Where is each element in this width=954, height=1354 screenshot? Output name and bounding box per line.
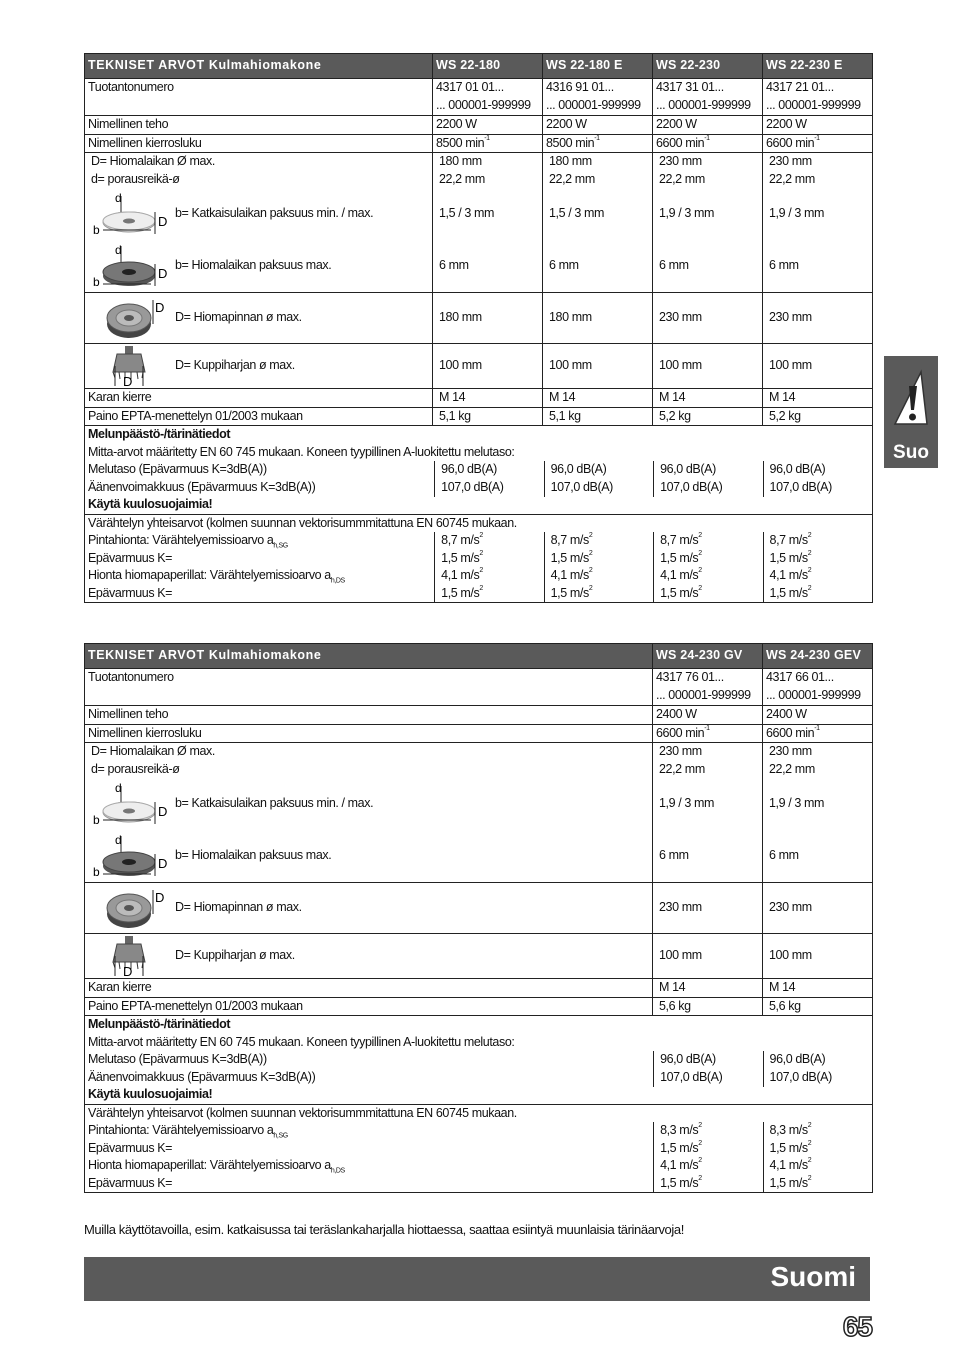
- power-value: 2200 W: [653, 116, 763, 135]
- serial-range: ... 000001-999999: [656, 98, 751, 112]
- speed-value: 8500 min: [546, 135, 595, 150]
- unit-exponent: 2: [698, 1122, 702, 1129]
- product-number: 4317 76 01...: [656, 670, 724, 684]
- disc-diameter-value: 230 mm: [769, 154, 812, 168]
- unit-exponent: 2: [698, 532, 702, 539]
- vibration-row: [85, 514, 873, 603]
- power-value: 2200 W: [433, 116, 543, 135]
- row-label: Paino EPTA-menettelyn 01/2003 mukaan: [85, 997, 653, 1016]
- disc-diameter-label: D= Hiomalaikan Ø max.: [91, 744, 215, 758]
- spec-table-1: [84, 53, 872, 603]
- power-value: 2200 W: [543, 116, 653, 135]
- page-number: 65: [842, 1311, 872, 1342]
- uncertainty-label: Epävarmuus K=: [88, 550, 173, 565]
- small-d-letter: d: [115, 833, 122, 847]
- sanding-vibration-value: 4,1 m/s: [441, 568, 480, 582]
- product-number-row: [85, 79, 873, 116]
- sanding-diameter-value: 180 mm: [433, 293, 543, 344]
- cupbrush-diameter-value: 100 mm: [543, 344, 653, 389]
- uncertainty-label: Epävarmuus K=: [88, 1140, 173, 1155]
- surface-uncertainty-value: 1,5 m/s: [769, 1140, 808, 1155]
- cutting-disc-icon: [91, 190, 167, 238]
- warning-triangle-icon: [891, 366, 931, 430]
- sanding-uncertainty-value: 1,5 m/s: [660, 585, 699, 600]
- bore-value: 22,2 mm: [659, 761, 705, 776]
- row-label: Karan kierre: [85, 979, 653, 998]
- cutting-thickness-label: b= Katkaisulaikan paksuus min. / max.: [175, 796, 374, 811]
- bore-label: d= porausreikä-ø: [91, 761, 180, 776]
- disc-row: [85, 153, 873, 293]
- weight-value: 5,2 kg: [763, 407, 873, 426]
- b-letter: b: [93, 813, 100, 827]
- product-number: 4317 01 01...: [436, 80, 504, 94]
- model-name: WS 24-230 GV: [653, 644, 763, 669]
- vibration-note: Muilla käyttötavoilla, esim. katkaisussa tai teräslankaharjalla hiottaessa, saattaa esiintyä muunlaisia tärinäarvoja!: [84, 1222, 684, 1237]
- big-D-letter: D: [158, 856, 167, 871]
- row-label: Nimellinen teho: [85, 116, 433, 135]
- speed-row: [85, 134, 873, 153]
- sanding-diameter-label: D= Hiomapinnan ø max.: [175, 310, 302, 325]
- sanding-vibration-value: 4,1 m/s: [769, 568, 808, 582]
- model-name: WS 22-230: [653, 54, 763, 79]
- grinding-thickness-value: 6 mm: [769, 258, 799, 273]
- sanding-diameter-value: 230 mm: [653, 883, 763, 934]
- grinding-thickness-label: b= Hiomalaikan paksuus max.: [175, 258, 332, 273]
- thread-value: M 14: [433, 389, 543, 408]
- cupbrush-diameter-value: 100 mm: [653, 344, 763, 389]
- noise-title: Melunpäästö-/tärinätiedot: [88, 427, 231, 441]
- sanding-vibration-value: 4,1 m/s: [660, 1158, 699, 1172]
- speed-value: 6600 min: [766, 725, 815, 740]
- sanding-vibration-value: 4,1 m/s: [550, 568, 589, 582]
- model-name: WS 22-230 E: [763, 54, 873, 79]
- unit-exponent: 2: [588, 567, 593, 574]
- surface-vibration-value: 8,7 m/s: [441, 533, 480, 547]
- unit-exponent: 2: [698, 1174, 702, 1182]
- sanding-subscript: h,DS: [330, 577, 345, 585]
- noise-intro: Mitta-arvot määritetty EN 60 745 mukaan. Koneen tyypillinen A-luokitettu melutaso:: [88, 1034, 515, 1049]
- disc-diameter-label: D= Hiomalaikan Ø max.: [91, 154, 215, 168]
- surface-uncertainty-value: 1,5 m/s: [550, 550, 589, 565]
- footer-language-bar: [84, 1257, 870, 1301]
- header-row: [85, 54, 873, 79]
- speed-exponent: -1: [594, 134, 600, 142]
- table1: [84, 53, 873, 603]
- unit-exponent: 2: [698, 1139, 702, 1147]
- surface-vibration-value: 8,3 m/s: [660, 1123, 699, 1137]
- cup-brush-icon: [91, 344, 167, 388]
- cutting-thickness-value: 1,9 / 3 mm: [659, 796, 715, 811]
- sanding-pad-icon: [91, 294, 167, 342]
- big-D-letter: D: [123, 374, 132, 388]
- big-D-letter: D: [158, 214, 167, 229]
- unit-exponent: 2: [807, 567, 812, 574]
- weight-row: [85, 997, 873, 1016]
- noise-level-value: 96,0 dB(A): [769, 1052, 826, 1066]
- noise-level-value: 96,0 dB(A): [769, 462, 826, 476]
- sanding-vibration-label: Hionta hiomapaperillat: Värähtelyemissioarvo a: [88, 568, 331, 582]
- header-row: [85, 644, 873, 669]
- table-title: TEKNISET ARVOT Kulmahiomakone: [85, 54, 433, 79]
- bore-label: d= porausreikä-ø: [91, 171, 180, 186]
- hearing-warning: Käytä kuulosuojaimia!: [88, 1087, 213, 1101]
- speed-value: 8500 min: [436, 135, 485, 150]
- surface-vibration-label: Pintahionta: Värähtelyemissioarvo a: [88, 533, 274, 547]
- speed-exponent: -1: [704, 134, 710, 142]
- noise-level-label: Melutaso (Epävarmuus K=3dB(A)): [88, 1052, 267, 1066]
- surface-uncertainty-value: 1,5 m/s: [660, 1140, 699, 1155]
- cupbrush-diameter-value: 100 mm: [653, 934, 763, 979]
- unit-exponent: 2: [698, 567, 702, 574]
- cutting-disc-icon: [91, 780, 167, 828]
- speed-value: 6600 min: [656, 725, 705, 740]
- unit-exponent: 2: [807, 1122, 812, 1129]
- noise-power-label: Äänenvoimakkuus (Epävarmuus K=3dB(A)): [88, 1069, 316, 1084]
- speed-exponent: -1: [484, 134, 490, 142]
- sanding-vibration-label: Hionta hiomapaperillat: Värähtelyemissioarvo a: [88, 1158, 331, 1172]
- sanding-diameter-value: 230 mm: [653, 293, 763, 344]
- cutting-thickness-value: 1,9 / 3 mm: [769, 206, 825, 221]
- power-row: [85, 116, 873, 135]
- sanding-pad-icon: [91, 884, 167, 932]
- disc-diameter-value: 230 mm: [659, 744, 702, 758]
- hearing-warning: Käytä kuulosuojaimia!: [88, 497, 213, 511]
- serial-range: ... 000001-999999: [436, 98, 531, 112]
- sanding-uncertainty-value: 1,5 m/s: [660, 1175, 699, 1190]
- cupbrush-diameter-value: 100 mm: [433, 344, 543, 389]
- sanding-diameter-value: 230 mm: [763, 883, 873, 934]
- thread-row: [85, 389, 873, 408]
- thread-row: [85, 979, 873, 998]
- product-number: 4316 91 01...: [546, 80, 614, 94]
- big-D-letter: D: [158, 804, 167, 819]
- sanding-vibration-value: 4,1 m/s: [660, 568, 699, 582]
- unit-exponent: 2: [479, 532, 483, 539]
- bore-value: 22,2 mm: [769, 171, 815, 186]
- unit-exponent: 2: [479, 549, 483, 557]
- unit-exponent: 2: [807, 1174, 812, 1182]
- speed-value: 6600 min: [766, 135, 815, 150]
- cutting-thickness-value: 1,9 / 3 mm: [659, 206, 715, 221]
- big-D-letter: D: [158, 266, 167, 281]
- vibration-intro: Värähtelyn yhteisarvot (kolmen suunnan vektorisummmitattuna EN 60745 mukaan.: [88, 1105, 517, 1120]
- product-number: 4317 31 01...: [656, 80, 724, 94]
- noise-power-value: 107,0 dB(A): [441, 479, 504, 494]
- uncertainty-label: Epävarmuus K=: [88, 1175, 173, 1190]
- grinding-thickness-value: 6 mm: [659, 258, 689, 273]
- surface-vibration-value: 8,7 m/s: [550, 533, 589, 547]
- sanding-row: [85, 883, 873, 934]
- cutting-thickness-value: 1,5 / 3 mm: [549, 206, 605, 221]
- noise-power-value: 107,0 dB(A): [550, 479, 613, 494]
- sanding-diameter-value: 230 mm: [763, 293, 873, 344]
- big-D-letter: D: [123, 964, 132, 978]
- surface-vibration-label: Pintahionta: Värähtelyemissioarvo a: [88, 1123, 274, 1137]
- cupbrush-diameter-label: D= Kuppiharjan ø max.: [175, 358, 295, 373]
- cutting-thickness-value: 1,9 / 3 mm: [769, 796, 825, 811]
- cupbrush-row: [85, 934, 873, 979]
- row-label: Karan kierre: [85, 389, 433, 408]
- weight-row: [85, 407, 873, 426]
- grinding-thickness-label: b= Hiomalaikan paksuus max.: [175, 848, 332, 863]
- cutting-thickness-value: 1,5 / 3 mm: [439, 206, 495, 221]
- surface-uncertainty-value: 1,5 m/s: [441, 550, 480, 565]
- row-label: Tuotantonumero: [85, 79, 433, 116]
- power-value: 2400 W: [653, 706, 763, 725]
- speed-exponent: -1: [704, 724, 710, 732]
- sanding-diameter-label: D= Hiomapinnan ø max.: [175, 900, 302, 915]
- row-label: Nimellinen teho: [85, 706, 653, 725]
- sanding-uncertainty-value: 1,5 m/s: [769, 1175, 808, 1190]
- speed-exponent: -1: [814, 724, 820, 732]
- noise-power-value: 107,0 dB(A): [660, 1069, 723, 1084]
- bore-value: 22,2 mm: [549, 171, 595, 186]
- noise-level-value: 96,0 dB(A): [660, 462, 716, 476]
- bore-value: 22,2 mm: [439, 171, 485, 186]
- unit-exponent: 2: [807, 1139, 812, 1147]
- weight-value: 5,1 kg: [543, 407, 653, 426]
- noise-level-value: 96,0 dB(A): [550, 462, 607, 476]
- speed-value: 6600 min: [656, 135, 705, 150]
- small-d-letter: d: [115, 781, 122, 795]
- thread-value: M 14: [543, 389, 653, 408]
- uncertainty-label: Epävarmuus K=: [88, 585, 173, 600]
- disc-diameter-value: 180 mm: [549, 154, 592, 168]
- speed-exponent: -1: [814, 134, 820, 142]
- b-letter: b: [93, 275, 100, 289]
- b-letter: b: [93, 865, 100, 879]
- unit-exponent: 2: [807, 584, 812, 592]
- side-language-tab: [884, 356, 938, 468]
- bore-value: 22,2 mm: [659, 171, 705, 186]
- sanding-vibration-value: 4,1 m/s: [769, 1158, 808, 1172]
- unit-exponent: 2: [807, 1157, 812, 1164]
- unit-exponent: 2: [698, 1157, 702, 1164]
- unit-exponent: 2: [479, 584, 483, 592]
- grinding-disc-icon: [91, 832, 167, 880]
- weight-value: 5,1 kg: [433, 407, 543, 426]
- model-name: WS 22-180: [433, 54, 543, 79]
- cupbrush-diameter-value: 100 mm: [763, 344, 873, 389]
- product-number-row: [85, 669, 873, 706]
- noise-power-value: 107,0 dB(A): [660, 479, 723, 494]
- serial-range: ... 000001-999999: [766, 98, 861, 112]
- weight-value: 5,6 kg: [763, 997, 873, 1016]
- sanding-diameter-value: 180 mm: [543, 293, 653, 344]
- product-number: 4317 21 01...: [766, 80, 834, 94]
- sanding-row: [85, 293, 873, 344]
- noise-power-label: Äänenvoimakkuus (Epävarmuus K=3dB(A)): [88, 479, 316, 494]
- cutting-thickness-label: b= Katkaisulaikan paksuus min. / max.: [175, 206, 374, 221]
- power-value: 2200 W: [763, 116, 873, 135]
- grinding-thickness-value: 6 mm: [659, 848, 689, 863]
- grinding-thickness-value: 6 mm: [549, 258, 579, 273]
- b-letter: b: [93, 223, 100, 237]
- unit-exponent: 2: [807, 549, 812, 557]
- grinding-thickness-value: 6 mm: [769, 848, 799, 863]
- surface-vibration-value: 8,7 m/s: [660, 533, 699, 547]
- product-number: 4317 66 01...: [766, 670, 834, 684]
- unit-exponent: 2: [479, 567, 483, 574]
- grinding-disc-icon: [91, 242, 167, 290]
- surface-uncertainty-value: 1,5 m/s: [660, 550, 699, 565]
- vibration-intro: Värähtelyn yhteisarvot (kolmen suunnan vektorisummmitattuna EN 60745 mukaan.: [88, 515, 517, 530]
- sanding-uncertainty-value: 1,5 m/s: [441, 585, 480, 600]
- unit-exponent: 2: [698, 549, 702, 557]
- noise-level-label: Melutaso (Epävarmuus K=3dB(A)): [88, 462, 267, 476]
- side-tab-label: Suo: [893, 442, 929, 463]
- serial-range: ... 000001-999999: [656, 688, 751, 702]
- small-d-letter: d: [115, 191, 122, 205]
- noise-power-value: 107,0 dB(A): [769, 479, 832, 494]
- row-label: Paino EPTA-menettelyn 01/2003 mukaan: [85, 407, 433, 426]
- disc-diameter-value: 230 mm: [659, 154, 702, 168]
- vibration-row: [85, 1104, 873, 1193]
- cupbrush-diameter-label: D= Kuppiharjan ø max.: [175, 948, 295, 963]
- small-d-letter: d: [115, 243, 122, 257]
- serial-range: ... 000001-999999: [546, 98, 641, 112]
- unit-exponent: 2: [588, 584, 593, 592]
- noise-row: [85, 1016, 873, 1105]
- surface-vibration-value: 8,3 m/s: [769, 1123, 808, 1137]
- spec-table-2: [84, 643, 872, 1193]
- noise-intro: Mitta-arvot määritetty EN 60 745 mukaan. Koneen tyypillinen A-luokitettu melutaso:: [88, 444, 515, 459]
- row-label: Nimellinen kierrosluku: [85, 134, 433, 153]
- noise-power-value: 107,0 dB(A): [769, 1069, 832, 1084]
- thread-value: M 14: [653, 979, 763, 998]
- row-label: Nimellinen kierrosluku: [85, 724, 653, 743]
- grinding-thickness-value: 6 mm: [439, 258, 469, 273]
- thread-value: M 14: [653, 389, 763, 408]
- noise-title: Melunpäästö-/tärinätiedot: [88, 1017, 231, 1031]
- power-value: 2400 W: [763, 706, 873, 725]
- noise-row: [85, 426, 873, 515]
- unit-exponent: 2: [807, 532, 812, 539]
- noise-level-value: 96,0 dB(A): [660, 1052, 716, 1066]
- speed-row: [85, 724, 873, 743]
- cupbrush-diameter-value: 100 mm: [763, 934, 873, 979]
- surface-subscript: h,SG: [273, 542, 288, 550]
- model-name: WS 22-180 E: [543, 54, 653, 79]
- row-label: Tuotantonumero: [85, 669, 653, 706]
- unit-exponent: 2: [588, 532, 593, 539]
- bore-value: 22,2 mm: [769, 761, 815, 776]
- weight-value: 5,2 kg: [653, 407, 763, 426]
- unit-exponent: 2: [698, 584, 702, 592]
- weight-value: 5,6 kg: [653, 997, 763, 1016]
- table2: [84, 643, 873, 1193]
- footer-language: Suomi: [770, 1261, 856, 1292]
- disc-row: [85, 743, 873, 883]
- disc-diameter-value: 180 mm: [439, 154, 482, 168]
- big-D-letter: D: [155, 300, 164, 315]
- surface-subscript: h,SG: [273, 1132, 288, 1140]
- surface-uncertainty-value: 1,5 m/s: [769, 550, 808, 565]
- surface-vibration-value: 8,7 m/s: [769, 533, 808, 547]
- big-D-letter: D: [155, 890, 164, 905]
- sanding-subscript: h,DS: [330, 1167, 345, 1175]
- model-name: WS 24-230 GEV: [763, 644, 873, 669]
- table-title: TEKNISET ARVOT Kulmahiomakone: [85, 644, 653, 669]
- sanding-uncertainty-value: 1,5 m/s: [769, 585, 808, 600]
- thread-value: M 14: [763, 389, 873, 408]
- disc-diameter-value: 230 mm: [769, 744, 812, 758]
- sanding-uncertainty-value: 1,5 m/s: [550, 585, 589, 600]
- cup-brush-icon: [91, 934, 167, 978]
- unit-exponent: 2: [588, 549, 593, 557]
- power-row: [85, 706, 873, 725]
- serial-range: ... 000001-999999: [766, 688, 861, 702]
- cupbrush-row: [85, 344, 873, 389]
- noise-level-value: 96,0 dB(A): [441, 462, 497, 476]
- thread-value: M 14: [763, 979, 873, 998]
